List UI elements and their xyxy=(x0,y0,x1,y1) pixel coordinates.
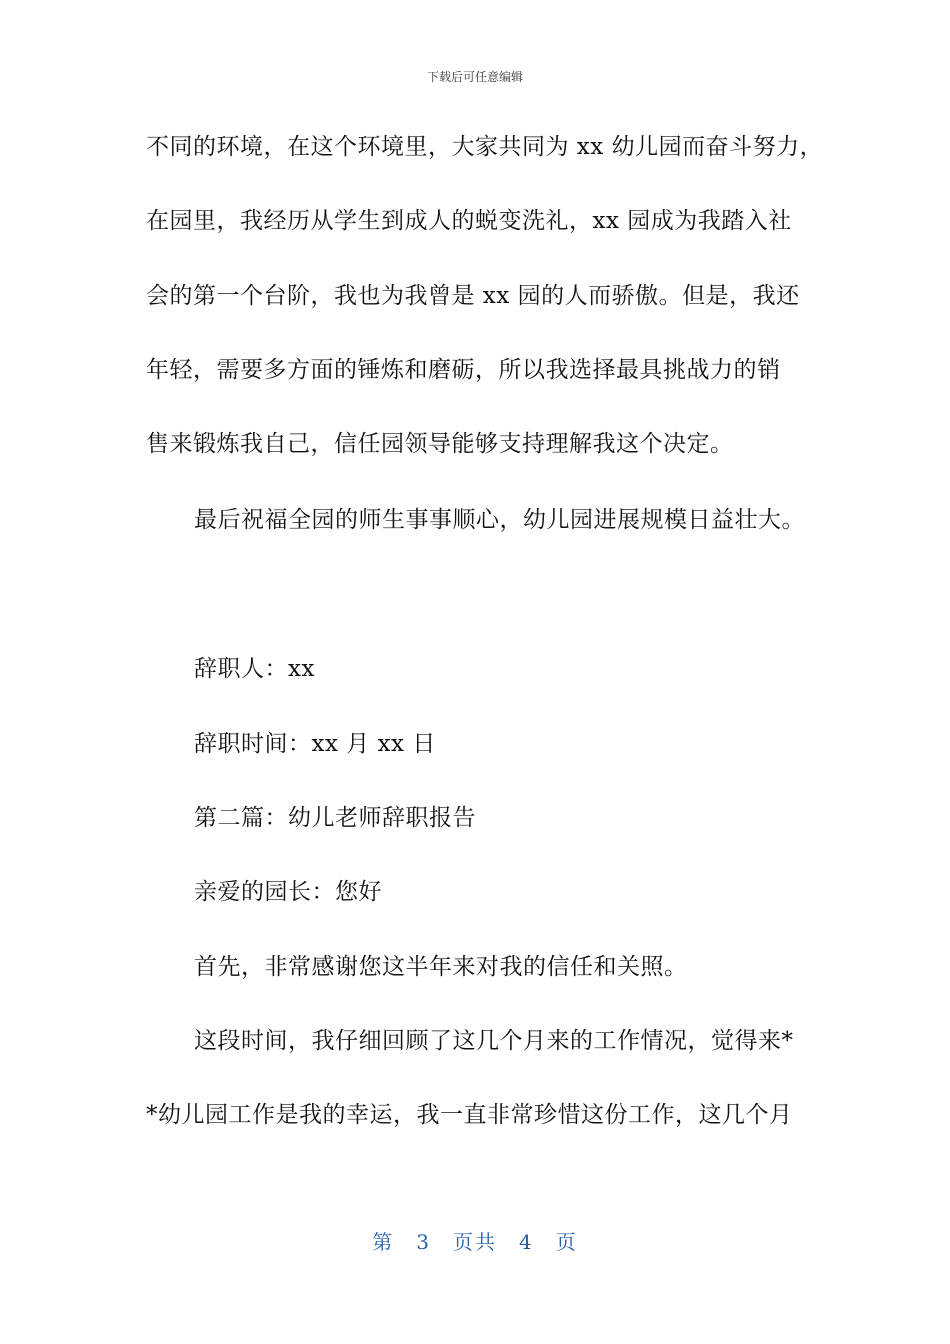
footer-middle: 页共 xyxy=(453,1230,497,1254)
page-header-note: 下载后可任意编辑 xyxy=(426,70,523,84)
body-line: 首先，非常感谢您这半年来对我的信任和关照。 xyxy=(194,954,688,980)
body-line: 在园里，我经历从学生到成人的蜕变洗礼，xx 园成为我踏入社 xyxy=(146,208,792,234)
footer-page-number: 3 xyxy=(416,1230,431,1254)
body-line: 这段时间，我仔细回顾了这几个月来的工作情况，觉得来* xyxy=(194,1028,794,1054)
body-line: 会的第一个台阶，我也为我曾是 xx 园的人而骄傲。但是，我还 xyxy=(146,283,800,309)
page-footer xyxy=(0,1226,950,1255)
footer-total-pages: 4 xyxy=(519,1230,534,1254)
section-title: 第二篇：幼儿老师辞职报告 xyxy=(194,805,476,831)
salutation: 亲爱的园长：您好 xyxy=(194,879,382,905)
resigner-name: 辞职人：xx xyxy=(194,656,315,682)
body-line: *幼儿园工作是我的幸运，我一直非常珍惜这份工作，这几个月 xyxy=(146,1102,793,1128)
body-line: 年轻，需要多方面的锤炼和磨砺，所以我选择最具挑战力的销 xyxy=(146,357,781,383)
footer-prefix: 第 xyxy=(372,1230,395,1254)
closing-wish: 最后祝福全园的师生事事顺心，幼儿园进展规模日益壮大。 xyxy=(194,507,805,533)
body-line: 售来锻炼我自己，信任园领导能够支持理解我这个决定。 xyxy=(146,431,734,457)
body-line: 不同的环境，在这个环境里，大家共同为 xx 幼儿园而奋斗努力， xyxy=(146,134,824,160)
resignation-date: 辞职时间：xx 月 xx 日 xyxy=(194,731,436,757)
footer-suffix: 页 xyxy=(555,1230,578,1254)
